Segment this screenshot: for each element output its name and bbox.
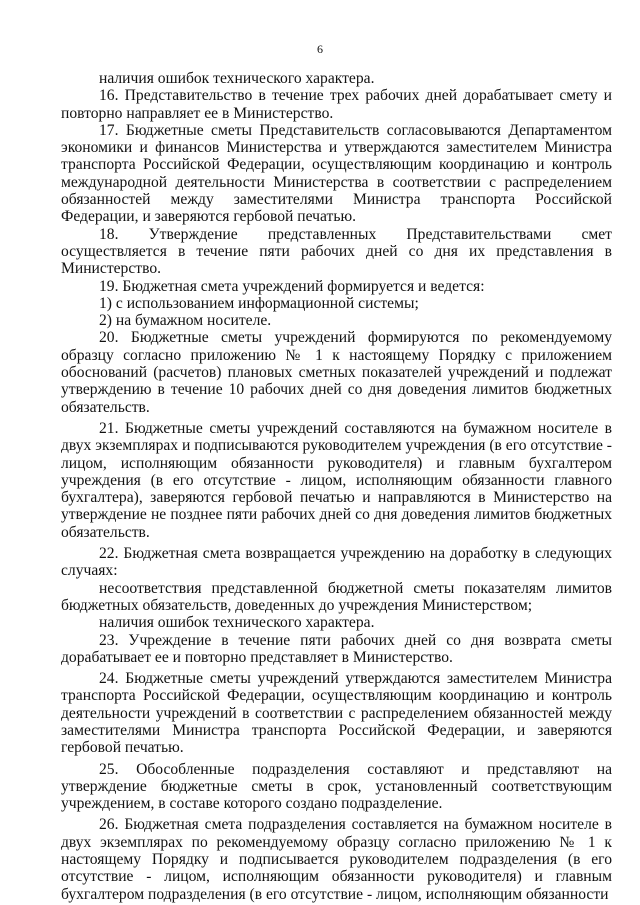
paragraph-22-case-1: несоответствия представленной бюджетной сметы показателям лимитов бюджетных обязательств, доведенных до учреждения Министерством; [61, 579, 612, 614]
paragraph-20: 20. Бюджетные сметы учреждений формируются по рекомендуемому образцу согласно приложению № 1 к настоящему Порядку с приложением обоснований (расчетов) плановых сметных показателей учреждений и подлежат утверждению в течение 10 рабочих дней со дня доведения лимитов бюджетных обязательств. [61, 329, 612, 416]
paragraph-19-item-1: 1) с использованием информационной системы; [99, 294, 419, 312]
paragraph-19: 19. Бюджетная смета учреждений формируется и ведется: [99, 277, 485, 295]
paragraph-26: 26. Бюджетная смета подразделения составляется на бумажном носителе в двух экземплярах по рекомендуемому образцу согласно приложению № 1 к настоящему Порядку и подписывается руководителем подразделения (в его отсутствие - лицом, исполняющим обязанности руководителя) и главным бухгалтером подразделения (в его отсутствие - лицом, исполняющим обязанности [61, 816, 612, 903]
paragraph-22: 22. Бюджетная смета возвращается учреждению на доработку в следующих случаях: [61, 545, 612, 580]
paragraph-24: 24. Бюджетные сметы учреждений утверждаются заместителем Министра транспорта Российской Федерации, осуществляющим координацию и контроль деятельности учреждений в соответствии с распределением обязанностей между заместителями Министра транспорта Российской Федерации, и заверяются гербовой печатью. [61, 670, 612, 757]
paragraph-23: 23. Учреждение в течение пяти рабочих дней со дня возврата сметы дорабатывает ее и повторно представляет в Министерство. [61, 631, 612, 666]
paragraph-21: 21. Бюджетные сметы учреждений составляются на бумажном носителе в двух экземплярах и подписываются руководителем учреждения (в его отсутствие - лицом, исполняющим обязанности руководителя) и главным бухгалтером учреждения (в его отсутствие - лицом, исполняющим обязанности главного бухгалтера), заверяются гербовой печатью и направляются в Министерство на утверждение не позднее пяти рабочих дней со дня доведения лимитов бюджетных обязательств. [61, 419, 612, 541]
paragraph-22-case-2: наличия ошибок технического характера. [99, 614, 375, 632]
paragraph-25: 25. Обособленные подразделения составляют и представляют на утверждение бюджетные сметы в срок, установленный соответствующим учреждением, в составе которого создано подразделение. [61, 760, 612, 813]
paragraph-17: 17. Бюджетные сметы Представительств согласовываются Департаментом экономики и финансов Министерства и утверждаются заместителем Министра транспорта Российской Федерации, осуществляющим координацию и контроль международной деятельности Министерства в соответствии с распределением обязанностей между заместителями Министра транспорта Российской Федерации, и заверяются гербовой печатью. [61, 121, 612, 226]
page-number: 6 [317, 42, 323, 56]
document-body [61, 70, 612, 903]
paragraph-19-item-2: 2) на бумажном носителе. [99, 312, 272, 330]
paragraph-15-tail: наличия ошибок технического характера. [99, 70, 375, 87]
paragraph-18: 18. Утверждение представленных Представительствами смет осуществляется в течение пяти рабочих дней со дня их представления в Министерство. [61, 225, 612, 278]
paragraph-16: 16. Представительство в течение трех рабочих дней дорабатывает смету и повторно направляет ее в Министерство. [61, 87, 612, 122]
